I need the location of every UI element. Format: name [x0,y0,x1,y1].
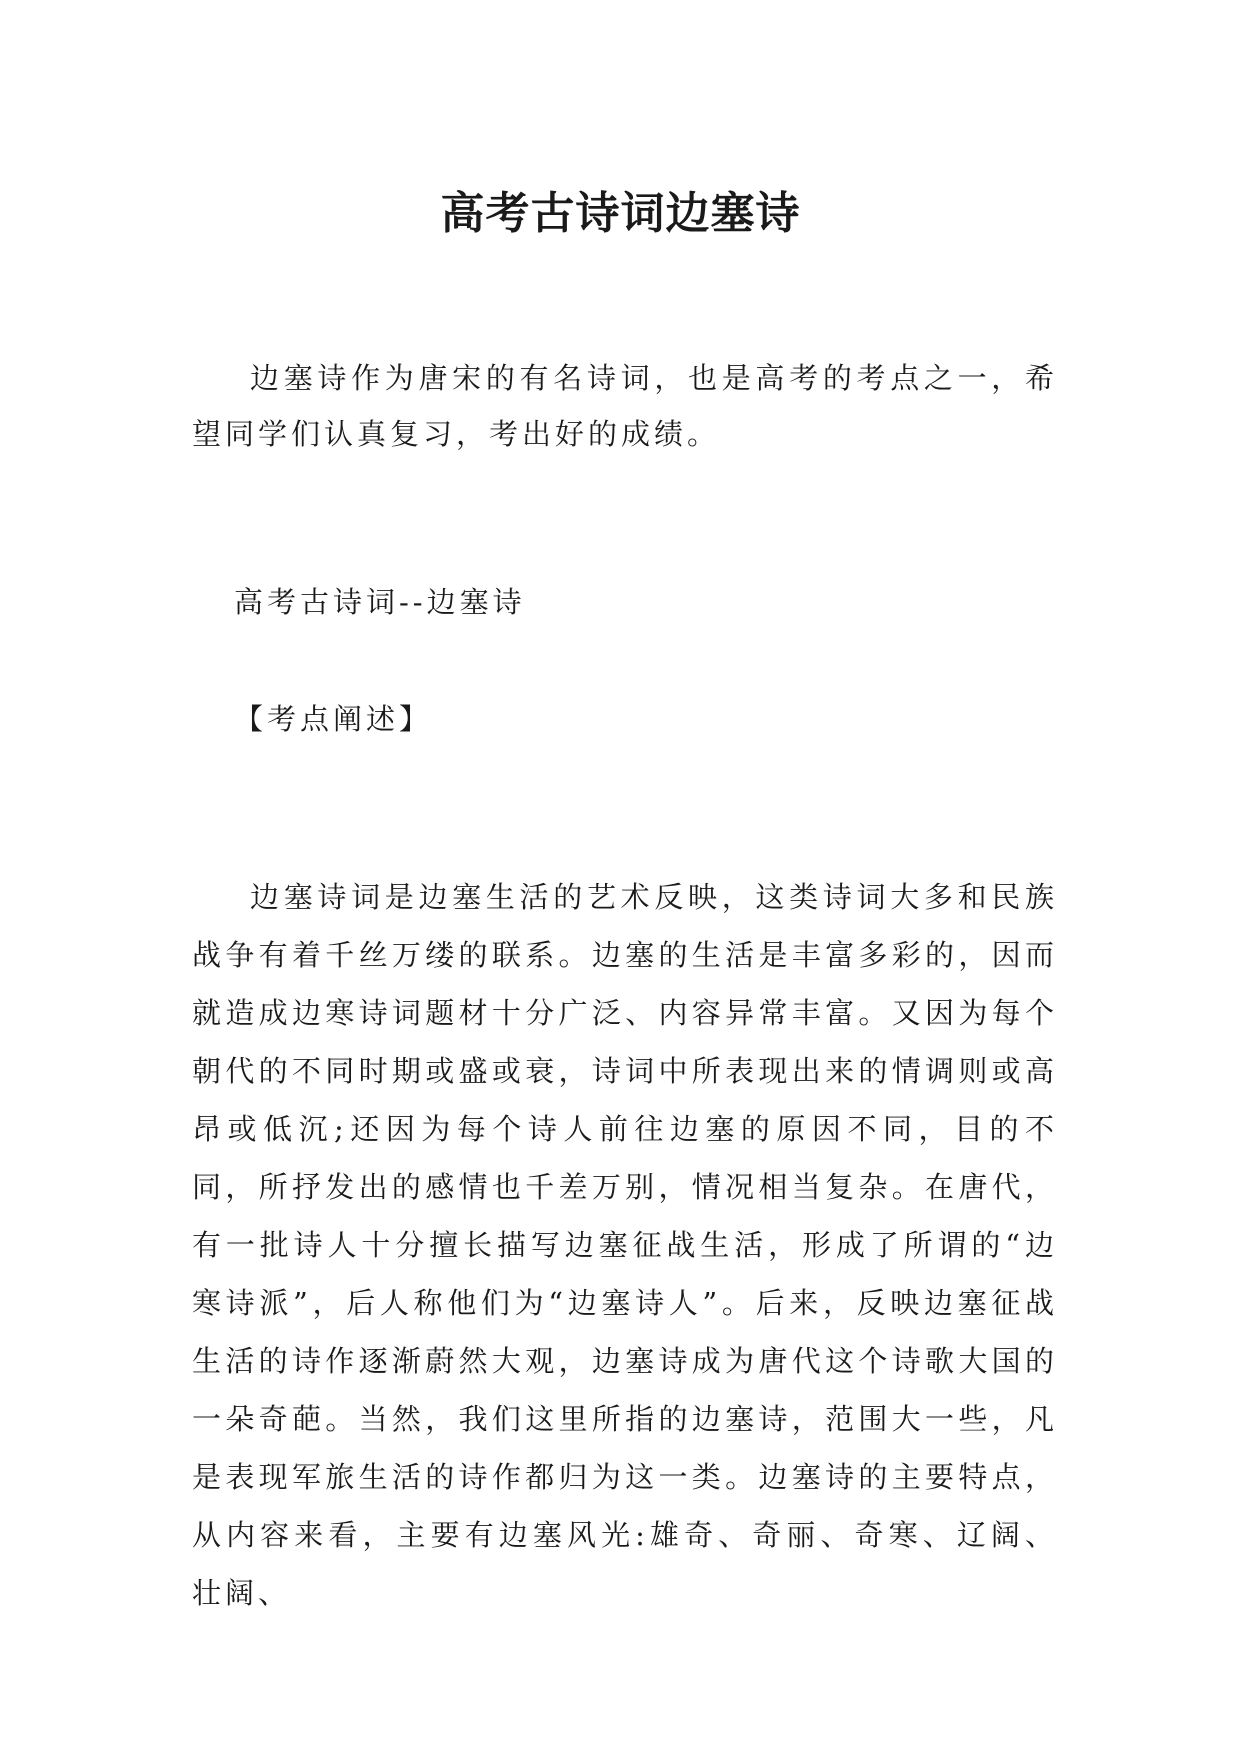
body-paragraph: 边塞诗词是边塞生活的艺术反映，这类诗词大多和民族战争有着千丝万缕的联系。边塞的生活是丰富多彩的，因而就造成边寒诗词题材十分广泛、内容异常丰富。又因为每个朝代的不同时期或盛或衰，诗词中所表现出来的情调则或高昂或低沉;还因为每个诗人前往边塞的原因不同，目的不同，所抒发出的感情也千差万别，情况相当复杂。在唐代，有一批诗人十分擅长描写边塞征战生活，形成了所谓的“边寒诗派”，后人称他们为“边塞诗人”。后来，反映边塞征战生活的诗作逐渐蔚然大观，边塞诗成为唐代这个诗歌大国的一朵奇葩。当然，我们这里所指的边塞诗，范围大一些，凡是表现军旅生活的诗作都归为这一类。边塞诗的主要特点，从内容来看，主要有边塞风光:雄奇、奇丽、奇寒、辽阔、壮阔、 [192,880,1058,1610]
section-heading: 【考点阐述】 [234,702,433,736]
intro-paragraph: 边塞诗作为唐宋的有名诗词，也是高考的考点之一，希望同学们认真复习，考出好的成绩。 [192,361,1058,451]
document-title: 高考古诗词边塞诗 [440,188,801,240]
subtitle: 高考古诗词--边塞诗 [234,585,526,619]
